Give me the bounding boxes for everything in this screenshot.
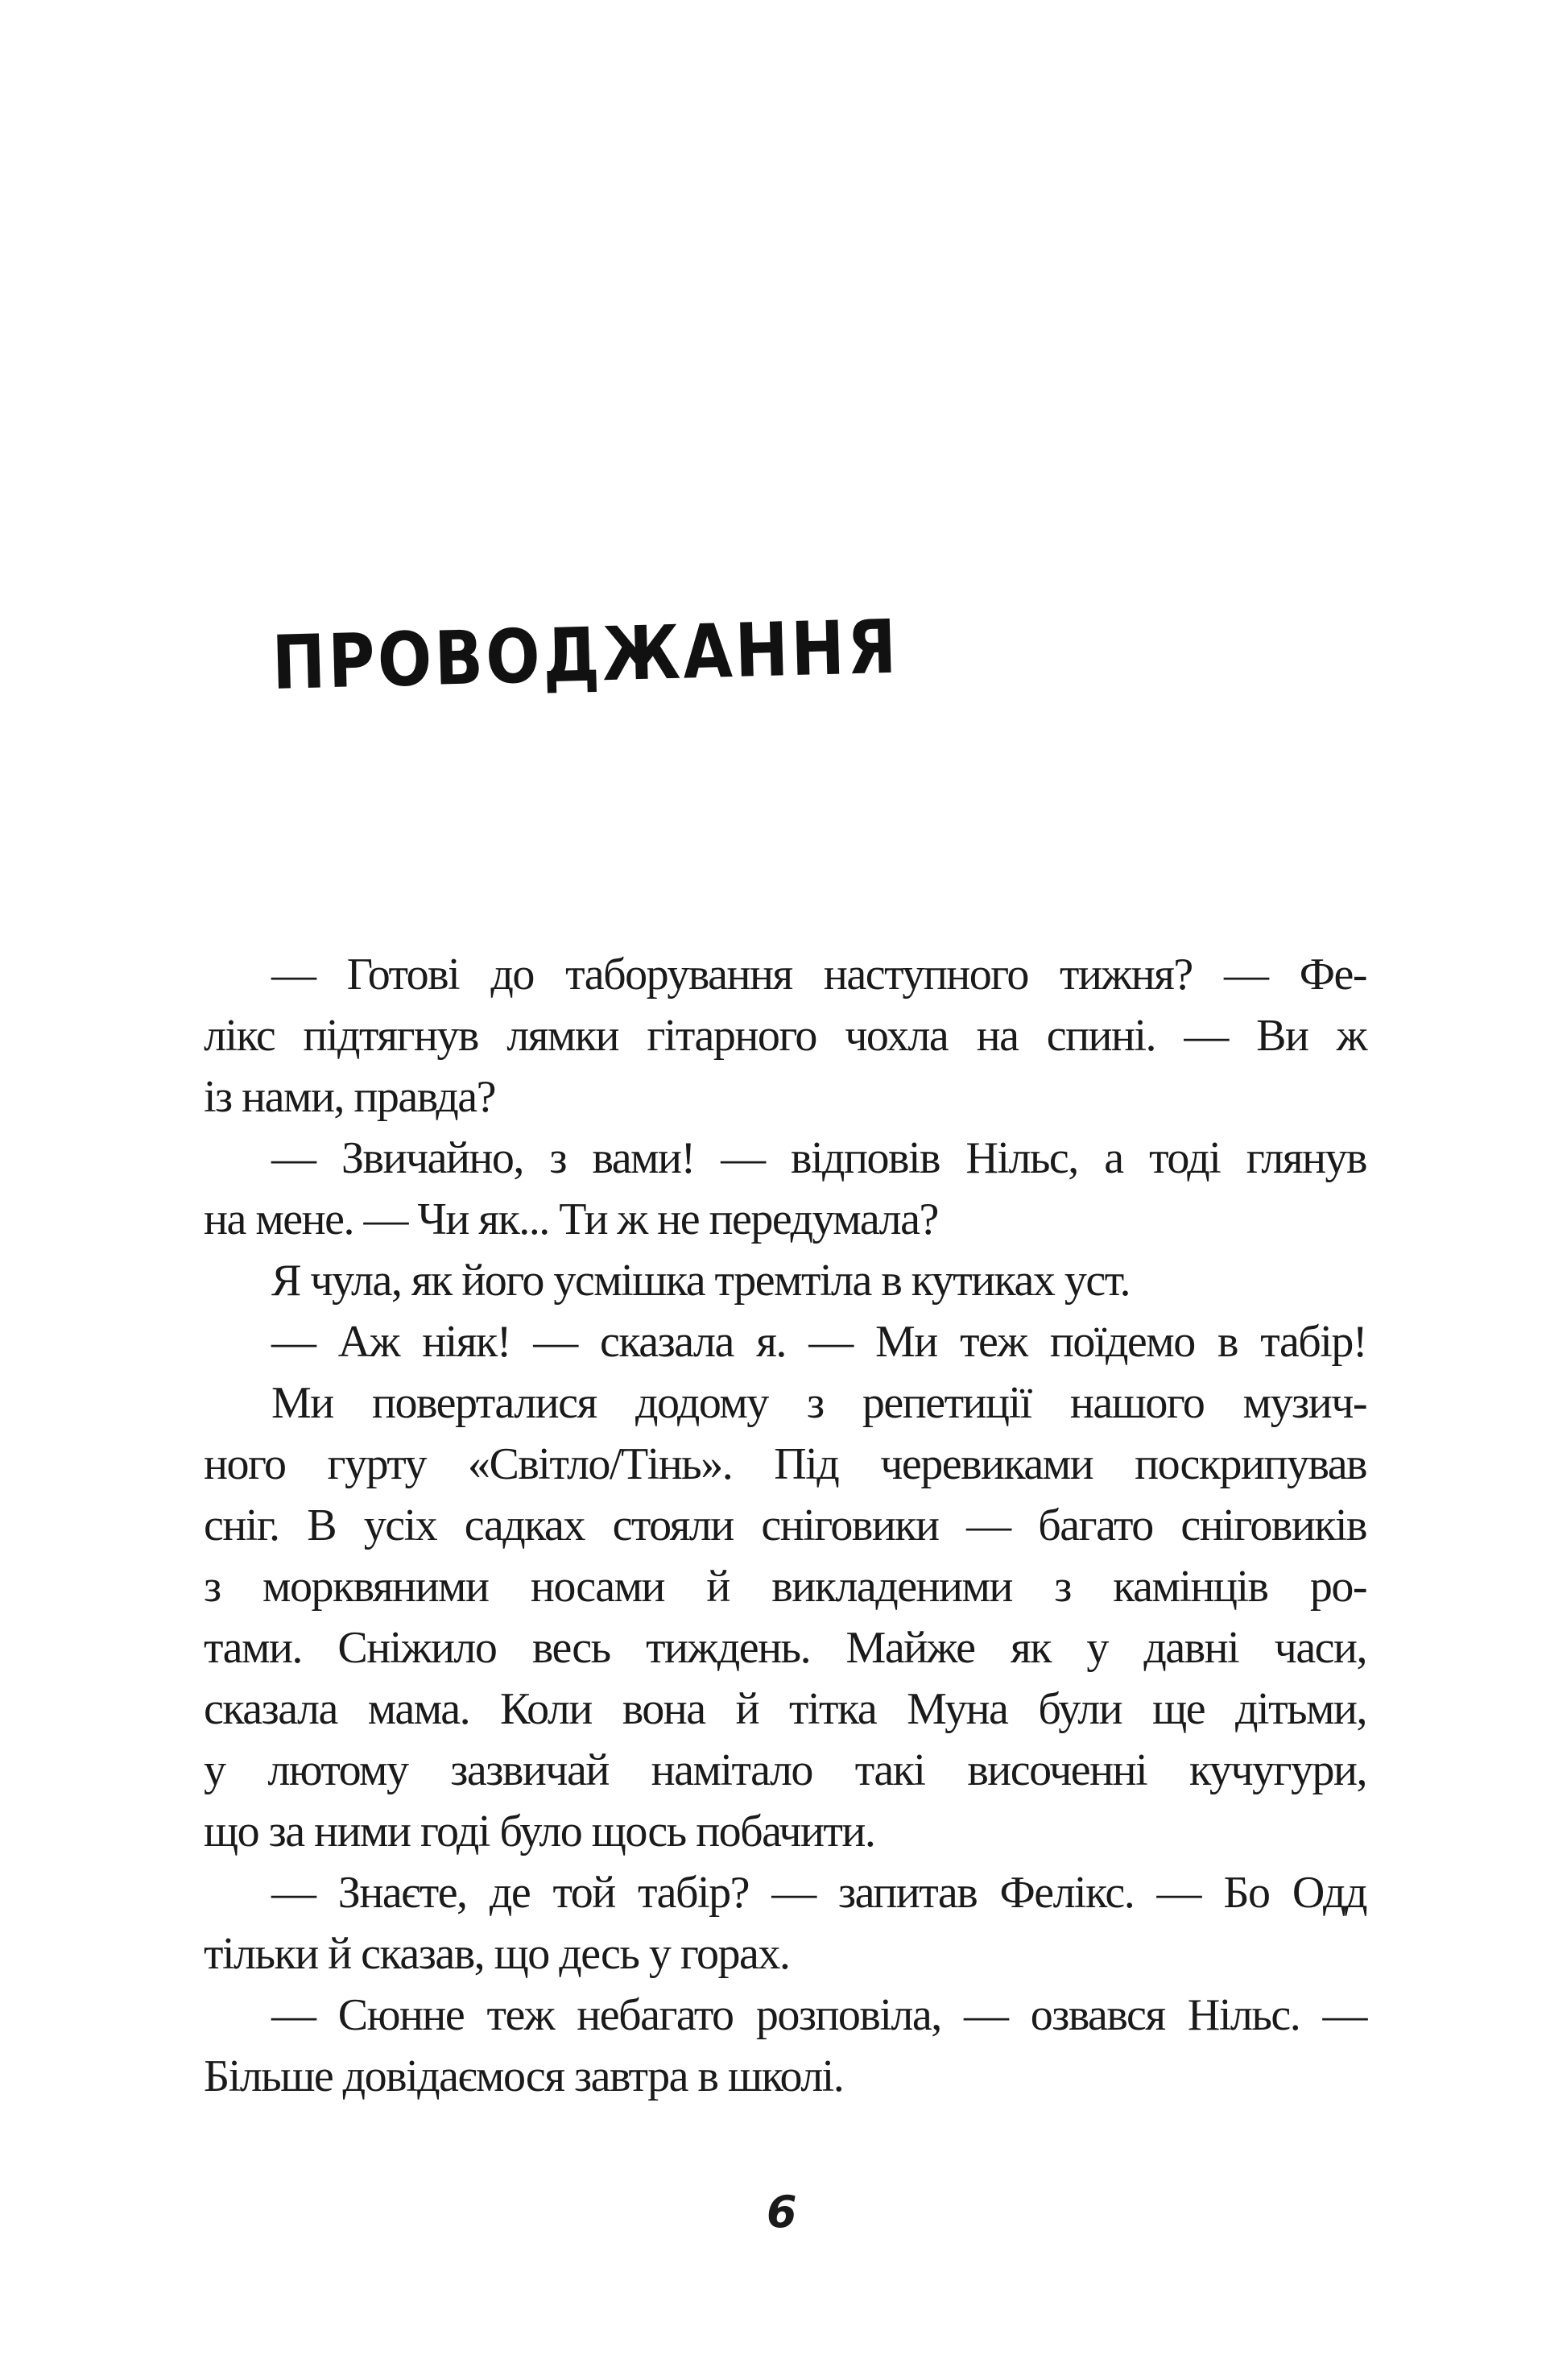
- text-line: у лютому зазвичай намітало такі височенні кучугури,: [204, 1745, 1366, 1795]
- chapter-title: ПРОВОДЖАННЯ: [271, 603, 900, 706]
- text-line: — Аж ніяк! — сказала я. — Ми теж поїдемо в табір!: [271, 1317, 1366, 1367]
- text-line: з морквяними носами й викладеними з камінців ро-: [204, 1562, 1366, 1612]
- text-line: Ми поверталися додому з репетиції нашого музич-: [271, 1378, 1366, 1428]
- text-line: сніг. В усіх садках стояли сніговики — багато сніговиків: [204, 1500, 1366, 1550]
- text-line: на мене. — Чи як... Ти ж не передумала?: [204, 1194, 938, 1244]
- text-line: що за ними годі було щось побачити.: [204, 1807, 875, 1856]
- body-text: [204, 944, 1366, 2107]
- text-line: тами. Сніжило весь тиждень. Майже як у давні часи,: [204, 1623, 1366, 1673]
- text-line: із нами, правда?: [204, 1072, 495, 1122]
- text-line: Я чула, як його усмішка тремтіла в кутиках уст.: [271, 1256, 1130, 1306]
- text-line: Більше довідаємося завтра в школі.: [204, 2051, 844, 2101]
- text-line: тільки й сказав, що десь у горах.: [204, 1929, 790, 1979]
- page-number: 6: [767, 2187, 797, 2237]
- text-line: лікс підтягнув лямки гітарного чохла на спині. — Ви ж: [204, 1011, 1366, 1061]
- text-line: — Звичайно, з вами! — відповів Нільс, а тоді глянув: [271, 1133, 1366, 1183]
- text-line: ного гурту «Світло/Тінь». Під черевиками поскрипував: [204, 1439, 1366, 1489]
- text-line: — Знаєте, де той табір? — запитав Фелікс. — Бо Одд: [271, 1868, 1366, 1918]
- text-line: — Готові до таборування наступного тижня? — Фе-: [271, 950, 1366, 1000]
- text-line: сказала мама. Коли вона й тітка Муна були ще дітьми,: [204, 1684, 1366, 1734]
- text-line: — Сюнне теж небагато розповіла, — озвався Нільс. —: [271, 1990, 1366, 2040]
